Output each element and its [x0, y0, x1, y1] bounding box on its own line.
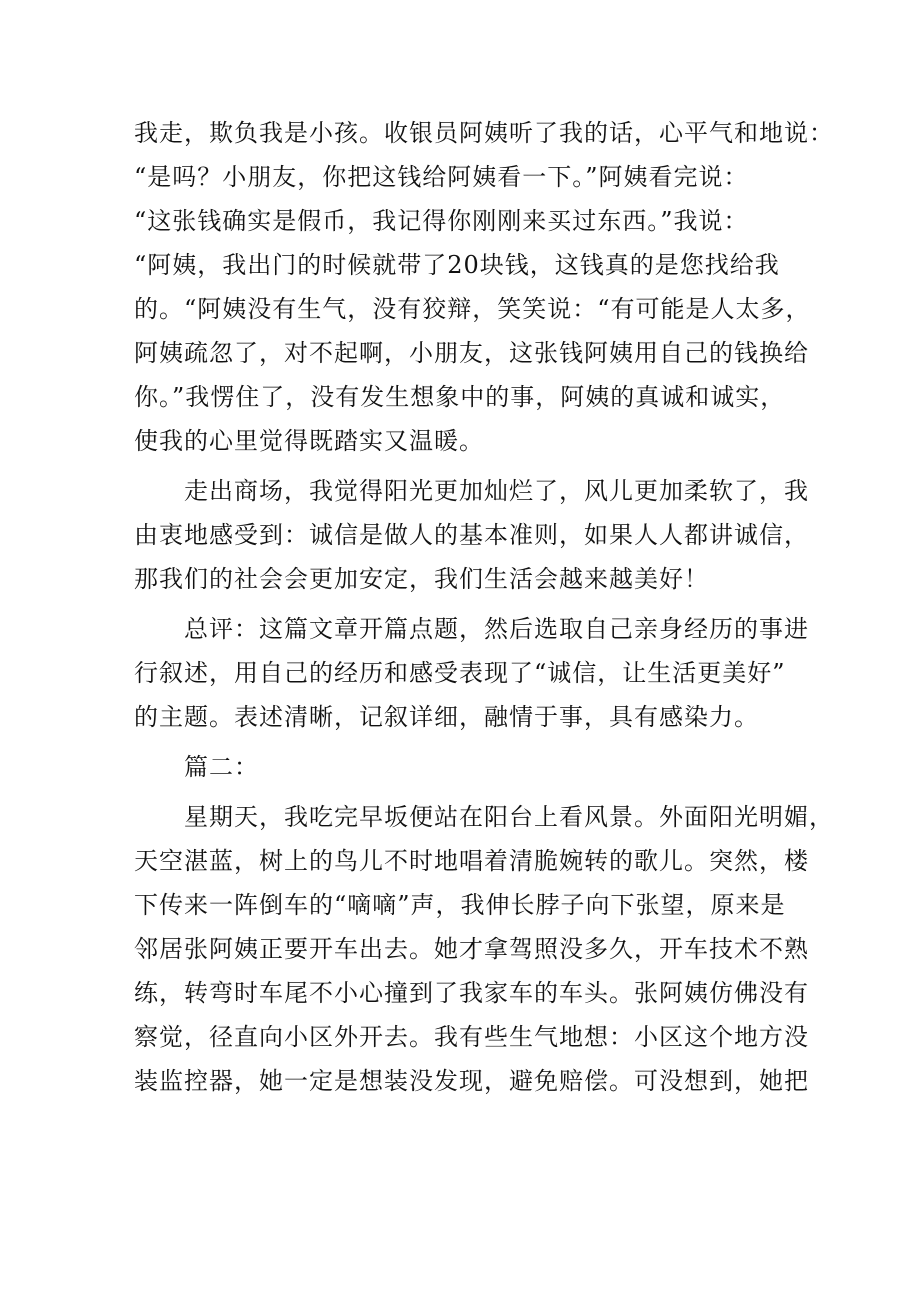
text-line: 的主题。表述清晰，记叙详细，融情于事，具有感染力。 — [134, 703, 759, 731]
paragraph-start-line: 走出商场，我觉得阳光更加灿烂了，风儿更加柔软了，我 — [184, 477, 809, 505]
text-line: 我走，欺负我是小孩。收银员阿姨听了我的话，心平气和地说： — [134, 119, 834, 147]
text-line: “阿姨，我出门的时候就带了20块钱，这钱真的是您找给我 — [134, 251, 780, 279]
text-line: 邻居张阿姨正要开车出去。她才拿驾照没多久，开车技术不熟 — [134, 935, 809, 963]
text-line: 阿姨疏忽了，对不起啊，小朋友，这张钱阿姨用自己的钱换给 — [134, 339, 809, 367]
text-line: 使我的心里觉得既踏实又温暖。 — [134, 427, 484, 455]
text-line: 天空湛蓝，树上的鸟儿不时地唱着清脆婉转的歌儿。突然，楼 — [134, 847, 809, 875]
section-title: 篇二： — [184, 753, 259, 781]
text-line: 那我们的社会会更加安定，我们生活会越来越美好！ — [134, 565, 709, 593]
review-heading-line: 总评：这篇文章开篇点题，然后选取自己亲身经历的事进 — [184, 615, 809, 643]
text-line: 的。“阿姨没有生气，没有狡辩，笑笑说：“有可能是人太多， — [134, 295, 811, 323]
paragraph-start-line: 星期天，我吃完早坂便站在阳台上看风景。外面阳光明媚， — [184, 803, 834, 831]
text-line: “是吗？小朋友，你把这钱给阿姨看一下。”阿姨看完说： — [134, 163, 749, 191]
text-line: 下传来一阵倒车的“嘀嘀”声，我伸长脖子向下张望，原来是 — [134, 891, 786, 919]
article-body — [134, 111, 834, 1103]
text-line: 察觉，径直向小区外开去。我有些生气地想：小区这个地方没 — [134, 1023, 809, 1051]
text-line: 练，转弯时车尾不小心撞到了我家车的车头。张阿姨仿佛没有 — [134, 979, 809, 1007]
text-line: “这张钱确实是假币，我记得你刚刚来买过东西。”我说： — [134, 207, 749, 235]
text-line: 行叙述，用自己的经历和感受表现了“诚信，让生活更美好” — [134, 659, 786, 687]
text-line: 装监控器，她一定是想装没发现，避免赔偿。可没想到，她把 — [134, 1067, 809, 1095]
text-line: 你。”我愣住了，没有发生想象中的事，阿姨的真诚和诚实， — [134, 383, 786, 411]
text-line: 由衷地感受到：诚信是做人的基本准则，如果人人都讲诚信， — [134, 521, 809, 549]
